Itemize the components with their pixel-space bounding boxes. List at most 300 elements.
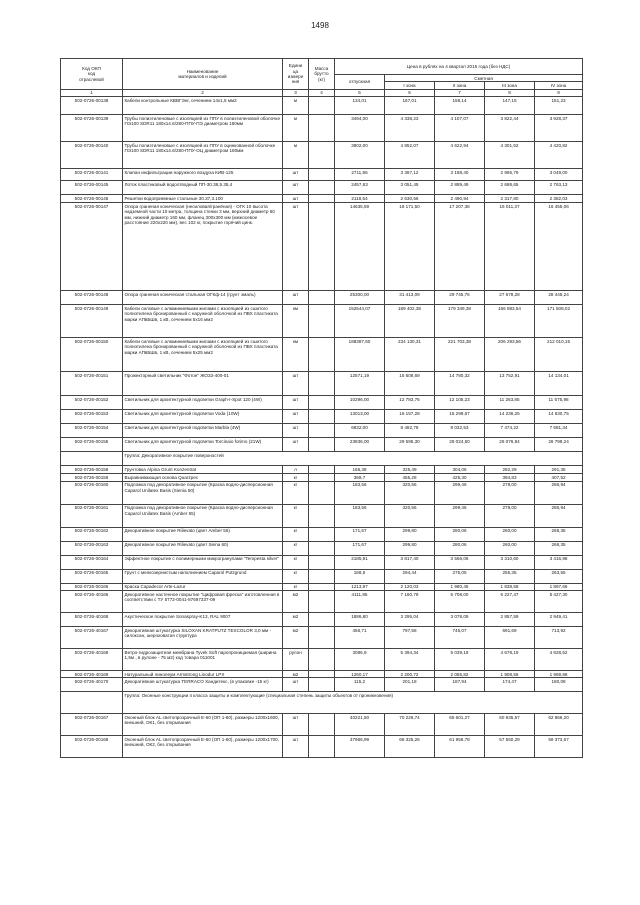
cell-zone-price: 2 889,49 xyxy=(435,181,485,195)
cell-code: 502-0726-00168 xyxy=(61,736,123,758)
cell-zone-price: 320,56 xyxy=(385,481,435,504)
cell-zone-price: 3 295,04 xyxy=(385,613,435,627)
cell-zone-price: 11 575,98 xyxy=(535,396,583,410)
cell-zone-price: 4 828,52 xyxy=(535,649,583,671)
cell-release-price: 168,6 xyxy=(335,569,385,583)
cell-unit: м2 xyxy=(283,591,309,613)
cell-name: Акустическое покрытие Sonaspray-K13, RAL 9007 xyxy=(123,613,283,627)
cell-zone-price: 299,46 xyxy=(435,504,485,527)
cell-zone-price: 286,94 xyxy=(535,504,583,527)
header-price-title: Цена в рублях на 4 квартал 2015 года (без НДС) xyxy=(335,59,583,75)
cell-unit: шт xyxy=(283,736,309,758)
cell-mass xyxy=(309,115,335,142)
cell-zone-price: 691,69 xyxy=(485,627,535,649)
column-number: 8 xyxy=(485,89,535,96)
cell-name: Кабели силовые с алюминиевыми жилами с изоляцией из сшитого полиэтилена бронированный с наружной оболочкой из ПВХ пластиката марки АПвБШв, 1 кВ, сечением 5х25 мм2 xyxy=(123,338,283,372)
table-row xyxy=(61,195,583,203)
cell-zone-price: 3 188,40 xyxy=(435,169,485,181)
cell-mass xyxy=(309,181,335,195)
cell-name: Лоток пластиковый водоотводный ПП-30.38,5.35,4 xyxy=(123,181,283,195)
cell-zone-price: 62 866,20 xyxy=(535,714,583,736)
cell-name: Клапан инфильтрации наружного воздуха КИВ-125 xyxy=(123,169,283,181)
table-row xyxy=(61,424,583,438)
cell-zone-price: 299,80 xyxy=(385,541,435,555)
cell-code: 502-0726-00151 xyxy=(61,372,123,396)
table-row xyxy=(61,338,583,372)
cell-release-price: 3494,00 xyxy=(335,115,385,142)
cell-release-price: 1213,97 xyxy=(335,583,385,590)
cell-name: Опора граненая коническая стальная ОГКф-14 (грунт эмаль) xyxy=(123,291,283,305)
cell-zone-price: 407,52 xyxy=(535,474,583,481)
cell-zone-price: 221 703,38 xyxy=(435,338,485,372)
cell-mass xyxy=(309,481,335,504)
cell-code: 502-0726-00150 xyxy=(61,338,123,372)
cell-zone-price: 18 171,50 xyxy=(385,203,435,291)
column-number: 4 xyxy=(309,89,335,96)
cell-zone-price: 26 799,24 xyxy=(535,438,583,452)
cell-zone-price: 4 678,19 xyxy=(485,649,535,671)
table-row xyxy=(61,583,583,590)
cell-zone-price: 167,01 xyxy=(385,97,435,115)
cell-unit: шт xyxy=(283,372,309,396)
cell-name: Грунт с мелкозернистым наполнением Caparol Putzgrund xyxy=(123,569,283,583)
cell-unit: м xyxy=(283,97,309,115)
table-row xyxy=(61,527,583,541)
cell-zone-price: 14 236,25 xyxy=(485,410,535,424)
cell-name: Прожекторный светильник "Фотон" ЖО33-400-01 xyxy=(123,372,283,396)
table-row xyxy=(61,736,583,758)
cell-code: 502-0726-40166 xyxy=(61,591,123,613)
cell-release-price: 3902,00 xyxy=(335,142,385,169)
cell-mass xyxy=(309,583,335,590)
cell-release-price: 23836,00 xyxy=(335,438,385,452)
table-row xyxy=(61,115,583,142)
column-number: 1 xyxy=(61,89,123,96)
cell-zone-price: 299,46 xyxy=(435,481,485,504)
cell-release-price: 152544,07 xyxy=(335,305,385,338)
cell-unit: м2 xyxy=(283,671,309,678)
table-row xyxy=(61,466,583,474)
cell-code xyxy=(61,692,123,714)
cell-unit: рулон xyxy=(283,649,309,671)
cell-zone-price: 2 200,72 xyxy=(385,671,435,678)
cell-release-price: 115,2 xyxy=(335,678,385,692)
cell-zone-price: 158,14 xyxy=(435,97,485,115)
cell-zone-price: 4 301,52 xyxy=(485,142,535,169)
cell-zone-price: 4 107,07 xyxy=(435,115,485,142)
cell-zone-price: 6 227,47 xyxy=(485,591,535,613)
cell-name: Решетки водоприемные стальные 30.37,3.100 xyxy=(123,195,283,203)
cell-unit: км xyxy=(283,338,309,372)
cell-code: 502-0726-00138 xyxy=(61,97,123,115)
cell-zone-price: 1 897,66 xyxy=(535,583,583,590)
cell-zone-price: 713,92 xyxy=(535,627,583,649)
cell-zone-price: 28 024,50 xyxy=(435,438,485,452)
cell-zone-price: 189 402,38 xyxy=(385,305,435,338)
cell-unit: шт xyxy=(283,195,309,203)
cell-name: Декоративная штукатурка TERRACO Хандитекс, (в упаковке -15 кг) xyxy=(123,678,283,692)
cell-zone-price: 304,06 xyxy=(435,466,485,474)
cell-release-price: 4111,85 xyxy=(335,591,385,613)
cell-unit: шт xyxy=(283,291,309,305)
cell-zone-price: 2 688,65 xyxy=(485,181,535,195)
header-zone-3: III зона xyxy=(485,82,535,89)
table-row xyxy=(61,169,583,181)
cell-mass xyxy=(309,591,335,613)
cell-name: Подложка под декоративное покрытие (Краска водно-дисперсионная Caparol Unilatex Basis (Amber 55) xyxy=(123,504,283,527)
column-number: 3 xyxy=(283,89,309,96)
cell-zone-price: 4 622,94 xyxy=(435,142,485,169)
table-row xyxy=(61,481,583,504)
cell-zone-price: 166 883,54 xyxy=(485,305,535,338)
cell-zone-price: 3 078,09 xyxy=(435,613,485,627)
cell-release-price: 2118,64 xyxy=(335,195,385,203)
cell-code: 502-0726-00162 xyxy=(61,527,123,541)
group-title: Группа: Декоративное покрытие поверхностей xyxy=(123,452,583,466)
cell-zone-price: 15 608,69 xyxy=(385,372,435,396)
cell-code: 502-0726-40169 xyxy=(61,671,123,678)
table-row xyxy=(61,613,583,627)
cell-zone-price: 29 595,30 xyxy=(385,438,435,452)
cell-code: 502-0726-40168 xyxy=(61,649,123,671)
cell-mass xyxy=(309,569,335,583)
cell-name: Оконный блок AL светопрозрачный Е-60 (ОП 1-60), размеры 1200х1600, внешний, ОК1, без открывания xyxy=(123,714,283,736)
cell-unit: кг xyxy=(283,569,309,583)
cell-zone-price: 5 394,34 xyxy=(385,649,435,671)
cell-unit: км xyxy=(283,305,309,338)
cell-unit: м xyxy=(283,115,309,142)
cell-mass xyxy=(309,410,335,424)
cell-zone-price: 325,49 xyxy=(385,466,435,474)
cell-zone-price: 60 935,57 xyxy=(485,714,535,736)
cell-zone-price: 61 956,78 xyxy=(435,736,485,758)
cell-mass xyxy=(309,474,335,481)
cell-zone-price: 260,00 xyxy=(485,527,535,541)
cell-mass xyxy=(309,466,335,474)
cell-mass xyxy=(309,541,335,555)
cell-zone-price: 2 490,94 xyxy=(435,195,485,203)
cell-zone-price: 5 039,18 xyxy=(435,649,485,671)
cell-release-price: 12571,19 xyxy=(335,372,385,396)
cell-mass xyxy=(309,97,335,115)
header-release: отпускная xyxy=(335,75,385,90)
cell-zone-price: 28 445,24 xyxy=(535,291,583,305)
cell-zone-price: 278,00 xyxy=(485,504,535,527)
cell-unit: м xyxy=(283,142,309,169)
cell-release-price: 13013,00 xyxy=(335,410,385,424)
cell-zone-price: 2 966,79 xyxy=(485,169,535,181)
cell-release-price: 40221,50 xyxy=(335,714,385,736)
cell-zone-price: 1 980,45 xyxy=(435,583,485,590)
table-row xyxy=(61,305,583,338)
cell-zone-price: 260,00 xyxy=(485,541,535,555)
cell-unit: шт xyxy=(283,438,309,452)
cell-zone-price: 7 681,34 xyxy=(535,424,583,438)
cell-release-price: 2457,63 xyxy=(335,181,385,195)
cell-zone-price: 2 763,13 xyxy=(535,181,583,195)
cell-code: 502-0726-00166 xyxy=(61,583,123,590)
cell-zone-price: 268,35 xyxy=(535,541,583,555)
cell-zone-price: 2 317,80 xyxy=(485,195,535,203)
cell-code: 502-0726-00164 xyxy=(61,555,123,569)
cell-name: Грунтовка Alpina Grunt Konzentrat xyxy=(123,466,283,474)
table-row xyxy=(61,396,583,410)
cell-zone-price: 3 310,60 xyxy=(485,555,535,569)
table-row xyxy=(61,142,583,169)
cell-zone-price: 2 382,03 xyxy=(535,195,583,203)
cell-zone-price: 12 105,23 xyxy=(435,396,485,410)
cell-zone-price: 16 157,28 xyxy=(385,410,435,424)
cell-code: 502-0726-00159 xyxy=(61,474,123,481)
cell-zone-price: 70 226,74 xyxy=(385,714,435,736)
cell-name: Краска Capadecor Arte-Lazur xyxy=(123,583,283,590)
cell-mass xyxy=(309,504,335,527)
cell-zone-price: 3 928,37 xyxy=(535,115,583,142)
cell-name: Светильник для архитектурной подсветки Marbla (4W) xyxy=(123,424,283,438)
cell-unit: кг xyxy=(283,583,309,590)
cell-zone-price: 66 325,26 xyxy=(385,736,435,758)
cell-zone-price: 394,83 xyxy=(485,474,535,481)
header-unit: Едини ца измере ния xyxy=(283,59,309,90)
cell-name: Светильник для архитектурной подсветки Torcinaio forimo (21W) xyxy=(123,438,283,452)
cell-mass xyxy=(309,195,335,203)
cell-zone-price: 3 051,45 xyxy=(385,181,435,195)
cell-unit: м2 xyxy=(283,627,309,649)
cell-unit: шт xyxy=(283,678,309,692)
header-code: Код ОКП код отраслевой xyxy=(61,59,123,90)
table-row xyxy=(61,678,583,692)
cell-mass xyxy=(309,142,335,169)
header-zone-4: IV зона xyxy=(535,82,583,89)
cell-mass xyxy=(309,678,335,692)
table-row xyxy=(61,291,583,305)
cell-code: 502-0726-00141 xyxy=(61,169,123,181)
cell-zone-price: 3 416,98 xyxy=(535,555,583,569)
cell-zone-price: 147,15 xyxy=(485,97,535,115)
table-row xyxy=(61,541,583,555)
cell-code: 502-0726-00161 xyxy=(61,504,123,527)
cell-name: Декоративная штукатурка SILOXAN KRATPUTZ TEXCOLOR 3,0 мм - силоксан, шероховатая структура xyxy=(123,627,283,649)
column-number: 9 xyxy=(535,89,583,96)
cell-zone-price: 14 630,75 xyxy=(535,410,583,424)
cell-mass xyxy=(309,396,335,410)
cell-mass xyxy=(309,424,335,438)
cell-zone-price: 455,28 xyxy=(385,474,435,481)
cell-unit: шт xyxy=(283,396,309,410)
header-estimate: Сметная xyxy=(385,75,583,82)
cell-code: 502-0726-00145 xyxy=(61,181,123,195)
column-number: 5 xyxy=(335,89,385,96)
cell-unit: кг xyxy=(283,541,309,555)
cell-release-price: 1260,17 xyxy=(335,671,385,678)
cell-zone-price: 187,94 xyxy=(435,678,485,692)
cell-mass xyxy=(309,438,335,452)
cell-zone-price: 2 055,82 xyxy=(435,671,485,678)
cell-code: 502-0726-00158 xyxy=(61,466,123,474)
cell-zone-price: 425,30 xyxy=(435,474,485,481)
cell-unit: кг xyxy=(283,555,309,569)
table-row xyxy=(61,372,583,396)
cell-release-price: 166,38 xyxy=(335,466,385,474)
cell-zone-price: 151,23 xyxy=(535,97,583,115)
cell-unit: шт xyxy=(283,169,309,181)
cell-code xyxy=(61,452,123,466)
price-table xyxy=(60,58,583,758)
group-row xyxy=(61,452,583,466)
cell-code: 502-0726-00165 xyxy=(61,569,123,583)
cell-release-price: 183,56 xyxy=(335,504,385,527)
cell-zone-price: 179 349,38 xyxy=(435,305,485,338)
cell-code: 502-0726-40168 xyxy=(61,613,123,627)
cell-zone-price: 280,06 xyxy=(435,541,485,555)
cell-zone-price: 15 299,67 xyxy=(435,410,485,424)
cell-release-price: 2711,86 xyxy=(335,169,385,181)
cell-release-price: 134,01 xyxy=(335,97,385,115)
cell-zone-price: 320,56 xyxy=(385,504,435,527)
table-row xyxy=(61,591,583,613)
cell-code: 502-0726-00153 xyxy=(61,410,123,424)
table-row xyxy=(61,504,583,527)
cell-code: 502-0726-00149 xyxy=(61,305,123,338)
cell-unit: кг xyxy=(283,504,309,527)
cell-code: 502-0726-00148 xyxy=(61,291,123,305)
cell-zone-price: 2 120,03 xyxy=(385,583,435,590)
cell-name: Натуральный линолеум Armstrong Linodur LPX xyxy=(123,671,283,678)
cell-unit: шт xyxy=(283,424,309,438)
cell-release-price: 369,7 xyxy=(335,474,385,481)
cell-mass xyxy=(309,736,335,758)
cell-code: 502-0726-00139 xyxy=(61,115,123,142)
cell-name: Трубы полиэтиленовые с изоляцией из ППУ в оцинкованной оболочке ПЭ100 SDR11 180х14.6/280-ППУ-ОЦ диаметром 180мм xyxy=(123,142,283,169)
cell-name: Кабели контрольные КВВГЭнг, сечением 14х1,5 мм2 xyxy=(123,97,283,115)
cell-code: 502-0726-00163 xyxy=(61,541,123,555)
cell-name: Подложка под декоративное покрытие (Краска водно-дисперсионная Caparol Unilatex Basis (Sienia 50) xyxy=(123,481,283,504)
table-row xyxy=(61,410,583,424)
cell-zone-price: 1 969,88 xyxy=(535,671,583,678)
cell-release-price: 25300,00 xyxy=(335,291,385,305)
cell-release-price: 171,67 xyxy=(335,541,385,555)
cell-zone-price: 7 160,79 xyxy=(385,591,435,613)
cell-zone-price: 171 508,02 xyxy=(535,305,583,338)
cell-zone-price: 2 630,56 xyxy=(385,195,435,203)
table-row xyxy=(61,555,583,569)
cell-zone-price: 255,35 xyxy=(485,569,535,583)
group-title: Группа: Оконные конструкции 4 класса защиты и комплектующие (специальная степень защиты объектов от проникновения) xyxy=(123,692,583,714)
cell-zone-price: 11 263,85 xyxy=(485,396,535,410)
cell-code: 502-0726-00152 xyxy=(61,396,123,410)
cell-name: Оконный блок AL светопрозрачный Е-60 (ОП 1-60), размеры 1200х1700, внешний, ОК2, без открывания xyxy=(123,736,283,758)
column-number: 7 xyxy=(435,89,485,96)
table-row xyxy=(61,671,583,678)
cell-unit: кг xyxy=(283,527,309,541)
cell-zone-price: 3 817,40 xyxy=(385,555,435,569)
cell-zone-price: 278,00 xyxy=(485,481,535,504)
column-number: 6 xyxy=(385,89,435,96)
cell-release-price: 183,56 xyxy=(335,481,385,504)
cell-code: 502-0726-40167 xyxy=(61,627,123,649)
cell-zone-price: 59 373,67 xyxy=(535,736,583,758)
cell-zone-price: 1 908,55 xyxy=(485,671,535,678)
cell-zone-price: 275,05 xyxy=(435,569,485,583)
cell-code: 502-0726-00147 xyxy=(61,203,123,291)
cell-release-price: 6832,00 xyxy=(335,424,385,438)
cell-zone-price: 5 427,30 xyxy=(535,591,583,613)
cell-zone-price: 27 678,28 xyxy=(485,291,535,305)
cell-mass xyxy=(309,203,335,291)
cell-unit: м2 xyxy=(283,613,309,627)
cell-zone-price: 2 949,41 xyxy=(535,613,583,627)
cell-name: Выравнивающая основа Quarzpec xyxy=(123,474,283,481)
cell-code: 502-0726-00146 xyxy=(61,195,123,203)
page-number: 1498 xyxy=(311,21,329,30)
cell-zone-price: 8 032,53 xyxy=(435,424,485,438)
cell-zone-price: 17 207,38 xyxy=(435,203,485,291)
cell-zone-price: 31 413,09 xyxy=(385,291,435,305)
cell-unit: шт xyxy=(283,410,309,424)
cell-zone-price: 12 783,76 xyxy=(385,396,435,410)
table-row xyxy=(61,203,583,291)
table-row xyxy=(61,714,583,736)
cell-release-price: 1886,80 xyxy=(335,613,385,627)
cell-zone-price: 280,06 xyxy=(435,527,485,541)
cell-unit: шт xyxy=(283,181,309,195)
cell-zone-price: 8 482,78 xyxy=(385,424,435,438)
cell-zone-price: 201,18 xyxy=(385,678,435,692)
table-row xyxy=(61,569,583,583)
cell-zone-price: 5 708,00 xyxy=(435,591,485,613)
cell-code: 502-0726-00167 xyxy=(61,714,123,736)
header-zone-1: I зона xyxy=(385,82,435,89)
cell-name: Светильник для архитектурной подсветки Voda (10W) xyxy=(123,410,283,424)
cell-zone-price: 14 134,01 xyxy=(535,372,583,396)
cell-code: 502-0726-00160 xyxy=(61,481,123,504)
cell-release-price: 37966,99 xyxy=(335,736,385,758)
cell-release-price: 3086,9 xyxy=(335,649,385,671)
cell-release-price: 14635,59 xyxy=(335,203,385,291)
cell-name: Кабели силовые с алюминиевыми жилами с изоляцией из сшитого полиэтилена бронированный с наружной оболочкой из ПВХ пластиката марки АПвБШв, 1 кВ, сечением 5х16 мм2 xyxy=(123,305,283,338)
cell-zone-price: 1 838,58 xyxy=(485,583,535,590)
cell-unit: кг xyxy=(283,481,309,504)
cell-unit: шт xyxy=(283,203,309,291)
cell-mass xyxy=(309,555,335,569)
header-zone-2: II зона xyxy=(435,82,485,89)
table-row xyxy=(61,474,583,481)
cell-mass xyxy=(309,291,335,305)
cell-zone-price: 29 745,76 xyxy=(435,291,485,305)
cell-zone-price: 286,94 xyxy=(535,481,583,504)
cell-name: Трубы полиэтиленовые с изоляцией из ППУ в полиэтиленовой оболочке ПЭ100 SDR11 180х14.6/280-ППУ-ПЭ диаметром 180мм xyxy=(123,115,283,142)
cell-zone-price: 291,35 xyxy=(535,466,583,474)
table-row xyxy=(61,649,583,671)
cell-unit: л xyxy=(283,466,309,474)
cell-mass xyxy=(309,338,335,372)
cell-release-price: 188387,60 xyxy=(335,338,385,372)
header-mass: Масса брутто (кг) xyxy=(309,59,335,90)
cell-zone-price: 26 076,84 xyxy=(485,438,535,452)
cell-zone-price: 65 601,27 xyxy=(435,714,485,736)
cell-zone-price: 294,44 xyxy=(385,569,435,583)
table-body xyxy=(61,97,583,758)
cell-name: Ветро-гидрозащитная мембрана Tyvek Soft паропроницаемая (ширина 1,5м , в рулоне - 75 м2) код товара 011001 xyxy=(123,649,283,671)
cell-zone-price: 14 780,32 xyxy=(435,372,485,396)
cell-mass xyxy=(309,613,335,627)
cell-zone-price: 299,80 xyxy=(385,527,435,541)
cell-mass xyxy=(309,372,335,396)
table-row xyxy=(61,438,583,452)
column-number-row xyxy=(61,89,583,96)
cell-zone-price: 174,47 xyxy=(485,678,535,692)
cell-zone-price: 2 857,59 xyxy=(485,613,535,627)
